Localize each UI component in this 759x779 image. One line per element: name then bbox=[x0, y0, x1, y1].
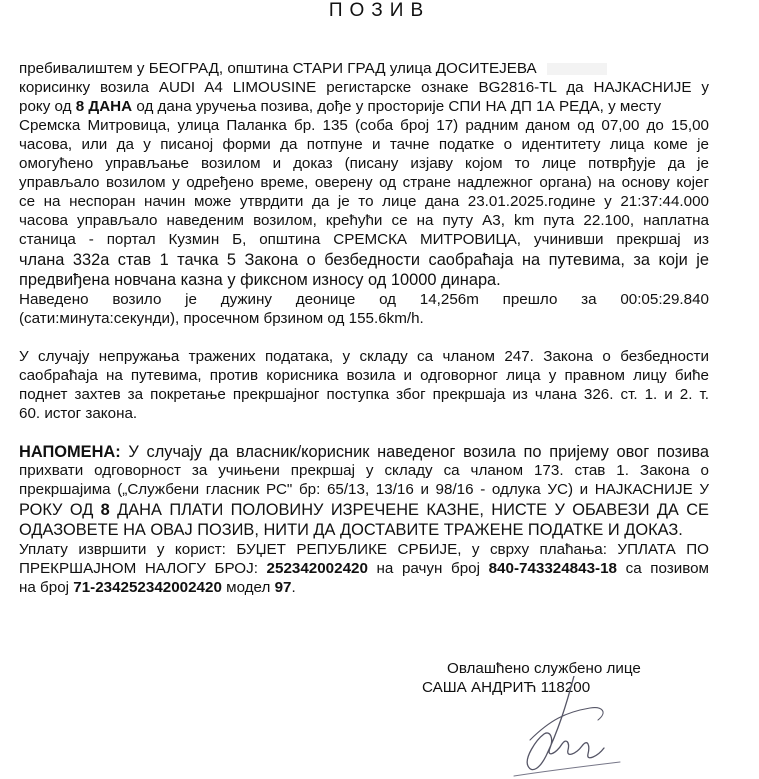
p3-line-4 bbox=[19, 501, 709, 519]
p3-line-7 bbox=[19, 560, 709, 578]
p3-line-5: ОДАЗОВЕТЕ НА ОВАЈ ПОЗИВ, НИТИ ДА ДОСТАВИТЕ ТРАЖЕНЕ ПОДАТКЕ И ДОКАЗ. bbox=[19, 521, 683, 539]
account-number: 840-743324843-18 bbox=[488, 560, 617, 577]
text-segment: РОКУ ОД bbox=[19, 501, 101, 519]
p1-line-4 bbox=[19, 98, 709, 116]
p1-line-6: часова, или да у писаној форми да потпуне и тачне податке о идентитету лица коме је bbox=[19, 136, 709, 153]
p2-line-2: саобраћаја на путевима, против корисника возила и одговорног лица у правном лицу биће bbox=[19, 367, 709, 384]
p1-line-8: управљало возилом у одређено време, оверену од стране надлежног органа) на основу којег bbox=[19, 174, 709, 191]
p3-line-1 bbox=[19, 443, 709, 461]
handwritten-signature-icon bbox=[470, 676, 640, 779]
p3-line-2: прихвати одговорност за учињени прекршај у складу са чланом 173. став 1. Закона о bbox=[19, 462, 709, 479]
payment-order-number: 252342002420 bbox=[266, 560, 368, 577]
p1-line-15: (сати:минута:секунди), просечном брзином од 155.6km/h. bbox=[19, 310, 424, 327]
text-segment: модел bbox=[221, 579, 275, 596]
text-segment: са позивом bbox=[616, 560, 709, 577]
text-segment: . bbox=[291, 579, 296, 596]
p1-line-12: члана 332а став 1 тачка 5 Закона о безбедности саобраћаја на путевима, за који је bbox=[19, 251, 709, 269]
text-segment: од дана уручења позива, дође у просторије СПИ НА ДП 1А РЕДА, у месту bbox=[132, 98, 662, 115]
p2-line-4: 60. истог закона. bbox=[19, 405, 138, 422]
text-segment: на број bbox=[19, 579, 74, 596]
days-bold: 8 bbox=[100, 501, 110, 519]
p1-line-11: станица - портал Кузмин Б, општина СРЕМСКА МИТРОВИЦА, учинивши прекршај из bbox=[19, 231, 709, 248]
p2-line-3: поднет захтев за покретање прекршајног поступка због прекршаја из члана 326. ст. 1. и 2. т. bbox=[19, 386, 709, 403]
p1-line-14: Наведено возило је дужину деонице од 14,256m прешло за 00:05:29.840 bbox=[19, 291, 709, 308]
p1-line-7: омогућено управљање возилом и доказ (писану изјаву којом то лице потврђује да је bbox=[19, 155, 709, 172]
p1-line-2 bbox=[19, 60, 709, 78]
official-name: САША АНДРИЋ 118200 bbox=[422, 679, 591, 696]
p1-line-9: се на неспоран начин може утврдити да је то лице дана 23.01.2025.године у 21:37:44.000 bbox=[19, 193, 709, 210]
p1-line-10: часова управљало наведеним возилом, крећући се на путу А3, km пута 22.100, наплатна bbox=[19, 212, 709, 229]
model-number: 97 bbox=[274, 579, 292, 596]
p1-line-13: предвиђена новчана казна у фиксном износу од 10000 динара. bbox=[19, 271, 501, 289]
reference-number: 71-234252342002420 bbox=[73, 579, 222, 596]
p1-line-5: Сремска Митровица, улица Паланка бр. 135 (соба број 17) радним даном од 07,00 до 15,00 bbox=[19, 117, 709, 134]
text-segment: ПРЕКРШАЈНОМ НАЛОГУ БРОЈ: bbox=[19, 560, 267, 577]
text-segment: У случају да власник/корисник наведеног возила по пријему овог позива bbox=[128, 443, 709, 461]
official-title: Овлашћено службено лице bbox=[447, 660, 641, 677]
deadline-bold: 8 ДАНА bbox=[75, 98, 133, 115]
p1-line-3: корисинку возила AUDI A4 LIMOUSINE регистарске ознаке BG2816-TL да НАЈКАСНИЈЕ у bbox=[19, 79, 709, 96]
redacted-house-number bbox=[547, 63, 607, 75]
text-segment: на рачун број bbox=[367, 560, 489, 577]
p2-line-1: У случају непружања тражених података, у складу са чланом 247. Закона о безбедности bbox=[19, 348, 709, 365]
p3-line-6: Уплату извршити у корист: БУЏЕТ РЕПУБЛИКЕ СРБИЈЕ, у сврху плаћања: УПЛАТА ПО bbox=[19, 541, 709, 558]
note-label: НАПОМЕНА: bbox=[19, 443, 121, 461]
text-segment: року од bbox=[19, 98, 76, 115]
text-segment: ДАНА ПЛАТИ ПОЛОВИНУ ИЗРЕЧЕНЕ КАЗНЕ, НИСТЕ У ОБАВЕЗИ ДА СЕ bbox=[109, 501, 709, 519]
address-text: пребивалиштем у БЕОГРАД, општина СТАРИ ГРАД улица ДОСИТЕЈЕВА bbox=[19, 60, 537, 77]
p3-line-8 bbox=[19, 579, 709, 597]
document-title: ПОЗИВ bbox=[328, 0, 431, 21]
p3-line-3: прекршајима („Службени гласник РС" бр: 65/13, 13/16 и 98/16 - одлука УС) и НАЈКАСНИЈЕ У bbox=[19, 481, 709, 498]
